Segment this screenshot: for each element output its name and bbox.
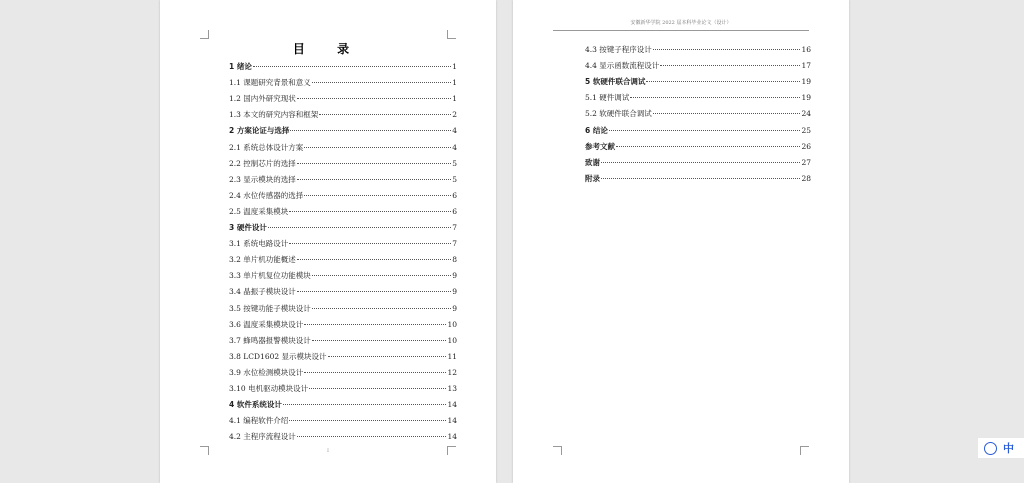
toc-entry-label: 4.2 主程序流程设计 bbox=[229, 432, 296, 442]
toc-entry-label: 3.1 系统电路设计 bbox=[229, 239, 289, 249]
toc-entry-label: 5.1 硬件调试 bbox=[585, 93, 630, 103]
ime-logo-icon bbox=[984, 442, 997, 455]
toc-entry-page: 1 bbox=[452, 62, 457, 71]
toc-entry-label: 4.4 显示函数流程设计 bbox=[585, 61, 660, 71]
dot-leader bbox=[297, 98, 451, 99]
dot-leader bbox=[653, 113, 801, 114]
dot-leader bbox=[309, 388, 446, 389]
margin-mark bbox=[447, 30, 456, 39]
dot-leader bbox=[616, 146, 800, 147]
toc-entry-page: 4 bbox=[452, 142, 457, 152]
dot-leader bbox=[297, 163, 451, 164]
toc-entry-label: 附录 bbox=[585, 173, 600, 183]
toc-entry-page: 28 bbox=[801, 173, 811, 183]
toc-entry[interactable] bbox=[229, 142, 457, 154]
toc-entry[interactable] bbox=[229, 109, 457, 121]
dot-leader bbox=[283, 404, 447, 405]
toc-entry-label: 3.2 单片机功能概述 bbox=[229, 255, 296, 265]
toc-entry-label: 3.6 温度采集模块设计 bbox=[229, 319, 304, 329]
toc-entry-page: 5 bbox=[452, 174, 457, 184]
toc-entry-page: 14 bbox=[447, 432, 457, 442]
toc-entry-page: 7 bbox=[452, 223, 457, 232]
toc-entry-page: 7 bbox=[452, 239, 457, 249]
toc-entry-page: 5 bbox=[452, 158, 457, 168]
dot-leader bbox=[312, 308, 451, 309]
toc-entry-label: 1.2 国内外研究现状 bbox=[229, 94, 296, 104]
toc-entry-label: 2.5 温度采集模块 bbox=[229, 206, 289, 216]
dot-leader bbox=[297, 436, 447, 437]
dot-leader bbox=[319, 114, 451, 115]
ime-mode[interactable]: 中 bbox=[1003, 442, 1014, 455]
toc-entry-page: 27 bbox=[801, 157, 811, 167]
toc-entry-label: 2 方案论证与选择 bbox=[229, 126, 290, 136]
toc-entry-page: 1 bbox=[452, 94, 457, 104]
toc-entry-label: 3.10 电机驱动模块设计 bbox=[229, 384, 309, 393]
toc-entry[interactable] bbox=[229, 286, 457, 298]
toc-entry[interactable] bbox=[229, 238, 457, 250]
toc-entry[interactable] bbox=[229, 383, 457, 395]
toc-entry-label: 参考文献 bbox=[585, 141, 615, 151]
dot-leader bbox=[297, 291, 451, 292]
toc-entry[interactable] bbox=[229, 319, 457, 331]
toc-entry-page: 4 bbox=[452, 126, 457, 136]
dot-leader bbox=[328, 356, 447, 357]
dot-leader bbox=[297, 259, 451, 260]
toc-entry[interactable] bbox=[585, 92, 811, 104]
dot-leader bbox=[312, 340, 447, 341]
dot-leader bbox=[653, 49, 801, 50]
dot-leader bbox=[601, 178, 800, 179]
toc-entry-page: 6 bbox=[452, 206, 457, 216]
toc-entry-page: 11 bbox=[447, 351, 457, 361]
toc-entry-label: 1.1 课题研究背景和意义 bbox=[229, 78, 311, 88]
toc-entry-label: 致谢 bbox=[585, 157, 600, 167]
toc-entry[interactable] bbox=[229, 158, 457, 170]
toc-entry-page: 10 bbox=[447, 319, 457, 329]
toc-entry[interactable] bbox=[229, 351, 457, 363]
toc-entry-label: 5 软硬件联合调试 bbox=[585, 77, 646, 87]
toc-entry[interactable] bbox=[585, 60, 811, 72]
toc-entry-label: 2.2 控制芯片的选择 bbox=[229, 158, 296, 168]
toc-entry-page: 13 bbox=[447, 384, 457, 393]
toc-entry-label: 2.3 显示模块的选择 bbox=[229, 174, 296, 184]
toc-entry[interactable] bbox=[585, 44, 811, 56]
margin-mark bbox=[553, 446, 562, 455]
dot-leader bbox=[290, 130, 451, 131]
toc-entry-page: 19 bbox=[801, 77, 811, 87]
dot-leader bbox=[253, 66, 451, 67]
toc-entry[interactable] bbox=[229, 93, 457, 105]
toc-entry[interactable] bbox=[585, 157, 811, 169]
toc-entry-page: 12 bbox=[447, 367, 457, 377]
toc-entry-page: 17 bbox=[801, 61, 811, 71]
toc-entry-page: 2 bbox=[452, 110, 457, 120]
toc-entry-label: 3.4 晶振子模块设计 bbox=[229, 287, 296, 297]
toc-entry-page: 19 bbox=[801, 93, 811, 103]
toc-entry-label: 1 绪论 bbox=[229, 62, 252, 71]
toc-entry-page: 9 bbox=[452, 303, 457, 313]
dot-leader bbox=[289, 420, 446, 421]
toc-entry-page: 16 bbox=[801, 45, 811, 54]
toc-entry-label: 4 软件系统设计 bbox=[229, 400, 282, 410]
dot-leader bbox=[601, 162, 800, 163]
toc-entry[interactable] bbox=[229, 125, 457, 137]
toc-entry-page: 10 bbox=[447, 335, 457, 345]
toc-entry[interactable] bbox=[229, 174, 457, 186]
toc-entry[interactable] bbox=[229, 335, 457, 347]
dot-leader bbox=[609, 130, 801, 131]
toc-entry-page: 8 bbox=[452, 255, 457, 265]
toc-entry[interactable] bbox=[585, 76, 811, 88]
toc-entry[interactable] bbox=[229, 270, 457, 282]
toc-entry-label: 3.3 单片机复位功能模块 bbox=[229, 271, 311, 281]
toc-entry[interactable] bbox=[229, 367, 457, 379]
toc-entry-label: 3.7 蜂鸣器报警模块设计 bbox=[229, 335, 311, 345]
dot-leader bbox=[312, 82, 451, 83]
dot-leader bbox=[304, 195, 451, 196]
toc-entry[interactable] bbox=[229, 415, 457, 427]
toc-entry-page: 14 bbox=[447, 400, 457, 410]
toc-entry-label: 4.1 编程软件介绍 bbox=[229, 416, 289, 426]
toc-entry-page: 24 bbox=[801, 109, 811, 119]
toc-entry[interactable] bbox=[229, 61, 457, 73]
dot-leader bbox=[304, 324, 446, 325]
toc-entry[interactable] bbox=[585, 125, 811, 137]
toc-entry-label: 4.3 按键子程序设计 bbox=[585, 45, 652, 54]
dot-leader bbox=[289, 211, 451, 212]
page-header: 安徽新华学院 2022 届本科毕业论文（设计） bbox=[630, 20, 732, 26]
toc-entry-label: 3.9 水位检测模块设计 bbox=[229, 367, 304, 377]
document-page-1 bbox=[160, 0, 496, 483]
toc-entry[interactable] bbox=[229, 222, 457, 234]
toc-entry-label: 5.2 软硬件联合调试 bbox=[585, 109, 652, 119]
ime-indicator[interactable] bbox=[978, 438, 1024, 458]
toc-entry[interactable] bbox=[229, 399, 457, 411]
toc-entry-label: 2.1 系统总体设计方案 bbox=[229, 142, 304, 152]
toc-entry-page: 6 bbox=[452, 190, 457, 200]
dot-leader bbox=[297, 179, 451, 180]
toc-entry-label: 6 结论 bbox=[585, 125, 608, 135]
toc-entry-page: 9 bbox=[452, 287, 457, 297]
dot-leader bbox=[304, 372, 446, 373]
toc-entry[interactable] bbox=[229, 431, 457, 443]
page-number: I bbox=[327, 448, 329, 454]
document-page-2 bbox=[513, 0, 849, 483]
toc-entry[interactable] bbox=[585, 108, 811, 120]
header-rule bbox=[553, 30, 809, 31]
margin-mark bbox=[200, 30, 209, 39]
toc-entry[interactable] bbox=[229, 77, 457, 89]
toc-entry-page: 26 bbox=[801, 141, 811, 151]
dot-leader bbox=[268, 227, 451, 228]
toc-entry[interactable] bbox=[585, 173, 811, 185]
toc-entry-label: 2.4 水位传感器的选择 bbox=[229, 190, 304, 200]
dot-leader bbox=[289, 243, 451, 244]
toc-title: 目 录 bbox=[292, 42, 364, 56]
toc-entry-label: 3.5 按键功能子模块设计 bbox=[229, 303, 311, 313]
dot-leader bbox=[630, 97, 800, 98]
toc-entry-page: 25 bbox=[801, 125, 811, 135]
toc-entry-label: 3 硬件设计 bbox=[229, 223, 267, 232]
dot-leader bbox=[312, 275, 451, 276]
toc-entry-label: 1.3 本文的研究内容和框架 bbox=[229, 110, 319, 120]
toc-entry[interactable] bbox=[229, 303, 457, 315]
toc-entry[interactable] bbox=[229, 254, 457, 266]
dot-leader bbox=[660, 65, 800, 66]
toc-entry-page: 9 bbox=[452, 271, 457, 281]
dot-leader bbox=[646, 81, 800, 82]
toc-entry-page: 1 bbox=[452, 78, 457, 88]
toc-entry-label: 3.8 LCD1602 显示模块设计 bbox=[229, 351, 327, 361]
margin-mark bbox=[800, 446, 809, 455]
dot-leader bbox=[304, 147, 451, 148]
toc-entry-page: 14 bbox=[447, 416, 457, 426]
toc-entry[interactable] bbox=[229, 206, 457, 218]
toc-entry[interactable] bbox=[585, 141, 811, 153]
toc-entry[interactable] bbox=[229, 190, 457, 202]
